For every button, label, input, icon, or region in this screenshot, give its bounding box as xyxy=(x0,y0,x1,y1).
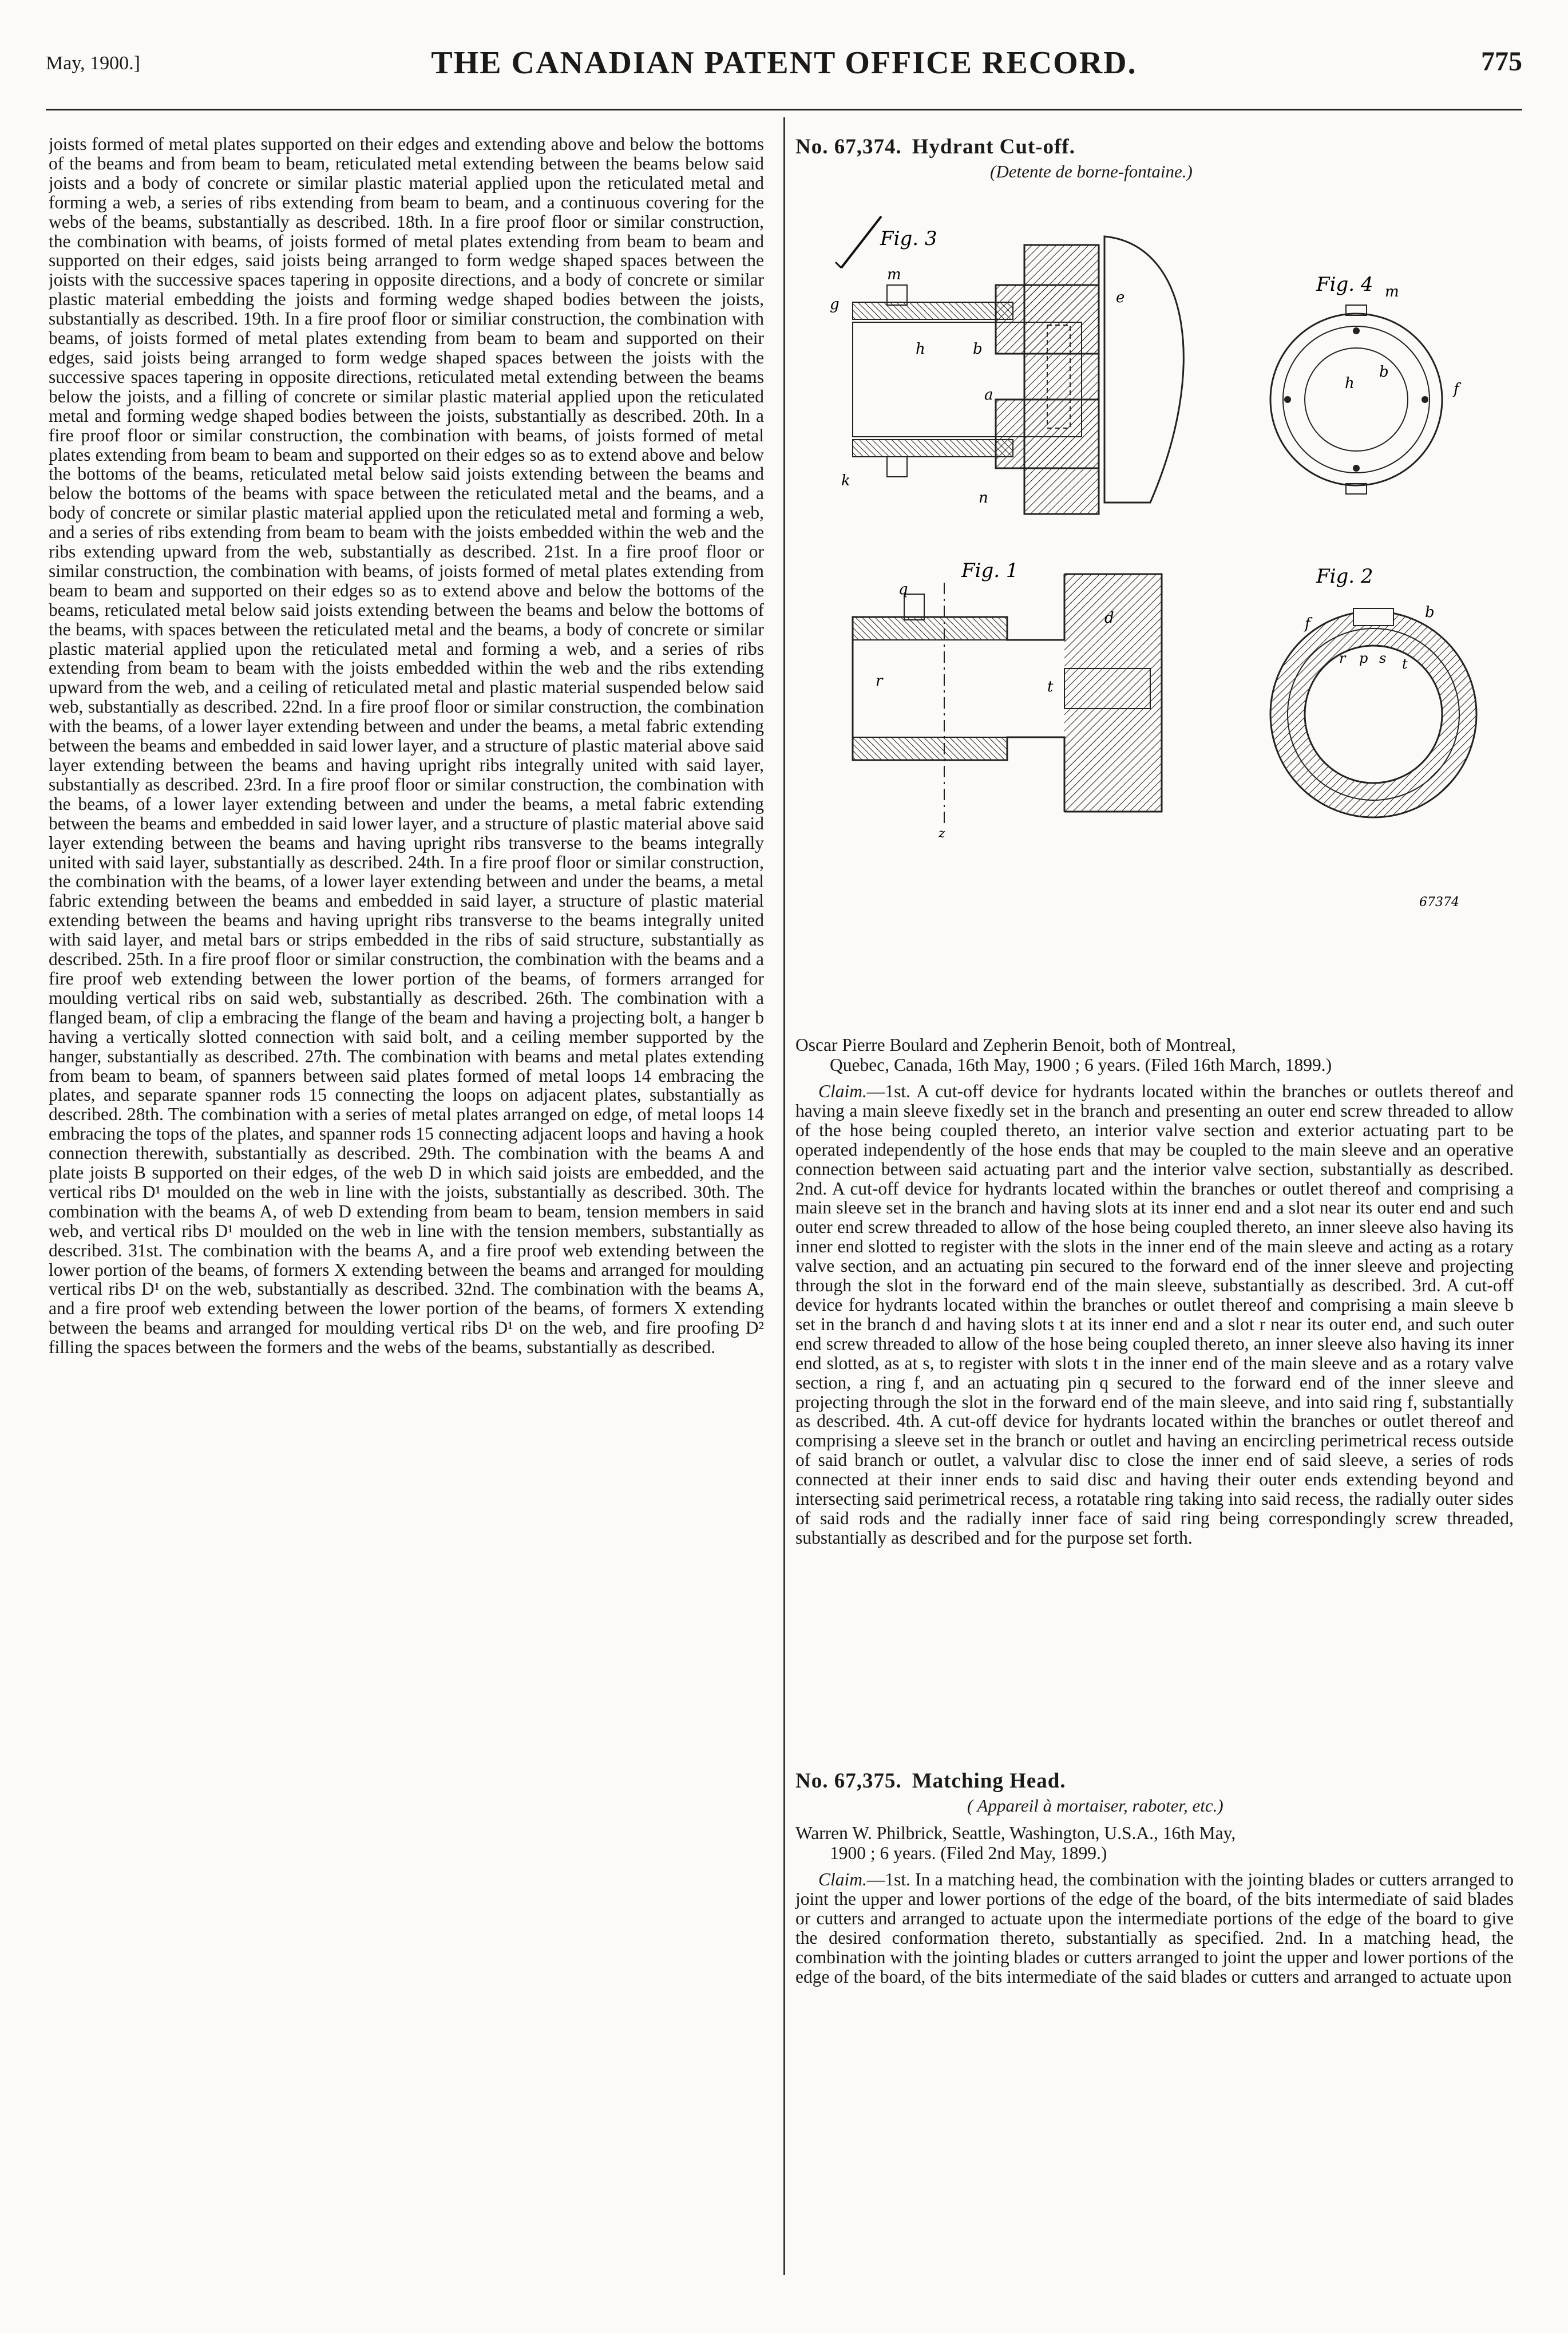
inventor-continuation: 1900 ; 6 years. (Filed 2nd May, 1899.) xyxy=(830,1843,1107,1863)
patent-drawings xyxy=(795,182,1514,1035)
fig3-h: h xyxy=(916,341,925,358)
fig3-e: e xyxy=(1116,289,1125,306)
fig2-f: f xyxy=(1305,615,1310,632)
claims-text: —1st. A cut-off device for hydrants located within the branches or outlets thereof and having a main sleeve fixedly set in the branch and presenting an outer end screw threaded to allow of the hose being coupled thereto, an interior valve section and exterior actuating part to be operated independently of the hose ends that may be coupled to the main sleeve and an operative connection between said actuating part and the interior valve section, substantially as described. 2nd. A cut-off device for hydrants located within the branches or outlet thereof and comprising a main sleeve set in the branch and having slots at its inner end and a slot near its outer end and such outer end screw threaded to allow of the hose being coupled thereto, an inner sleeve also having its inner end slotted to register with the slots in the inner end of the main sleeve and acting as a rotary valve section, and an actuating pin secured to the forward end of the inner sleeve and projecting through the slot in the forward end of the main sleeve, substantially as described. 3rd. A cut-off device for hydrants located within the branches or outlet thereof and comprising a main sleeve b set in the branch d and having slots t at its inner end and a slot r near its outer end, and such outer end screw threaded to allow of the hose being coupled thereto, an inner sleeve also having its inner end slotted, as at s, to register with slots t in the inner end of the main sleeve and as a rotary valve section, a ring f, and an actuating pin q secured to the forward end of the inner sleeve and projecting through the slot in the forward end of the main sleeve, and into said ring f, substantially as described. 4th. A cut-off device for hydrants located within the branches or outlet thereof and comprising a sleeve set in the branch or outlet and having an encircling perimetrical recess outside of said branch or outlet, a valvular disc to close the inner end of said sleeve, a series of rods connected at their inner ends to said disc and having their outer ends extending beyond and intersecting said perimetrical recess, a rotatable ring taking into said recess, the radially outer sides of said rods and the radially inner face of said ring being correspondingly screw threaded, substantially as described and for the purpose set forth. xyxy=(795,1081,1514,1548)
patent-number: No. 67,374. xyxy=(795,135,902,159)
hydrant-drawing-svg xyxy=(795,182,1514,1029)
fig1-q: q xyxy=(898,581,908,598)
fig3-k: k xyxy=(841,472,850,489)
page-header xyxy=(46,40,1522,86)
column-divider xyxy=(783,117,785,2275)
fig4-h: h xyxy=(1345,375,1355,392)
patent-french-title: ( Appareil à mortaiser, raboter, etc.) xyxy=(967,1796,1223,1816)
patent-title: Hydrant Cut-off. xyxy=(912,135,1075,159)
issue-date: May, 1900.] xyxy=(46,53,140,74)
left-column xyxy=(49,135,764,2275)
patent-67375 xyxy=(795,1769,1514,1986)
page-number: 775 xyxy=(1481,46,1522,77)
claim-label: Claim. xyxy=(818,1081,867,1101)
figure-4 xyxy=(1270,273,1462,494)
fig1-t: t xyxy=(1047,678,1054,695)
patent-67374 xyxy=(795,135,1514,1548)
patent-heading xyxy=(795,135,1514,159)
inventor-continuation: Quebec, Canada, 16th May, 1900 ; 6 years. (Filed 16th March, 1899.) xyxy=(830,1055,1332,1075)
drawing-signature: 67374 xyxy=(1419,895,1459,910)
fig1-z: z xyxy=(939,827,945,841)
patent-title: Matching Head. xyxy=(912,1769,1066,1793)
figure-3 xyxy=(830,227,1183,514)
fig2-label: Fig. 2 xyxy=(1316,565,1373,588)
claims-text: —1st. In a matching head, the combination with the jointing blades or cutters arranged to joint the upper and lower portions of the edge of the board, of the bits intermediate of said blades or cutters and arranged to actuate upon the intermediate portions of the edge of the board to give the desired conformation thereto, substantially as specified. 2nd. In a matching head, the combination with the jointing blades or cutters arranged to joint the upper and lower portions of the edge of the board, of the bits intermediate of the said blades or cutters and arranged to actuate upon xyxy=(795,1869,1514,1987)
fig1-label: Fig. 1 xyxy=(961,559,1019,582)
fig2-t: t xyxy=(1402,656,1408,672)
fig4-label: Fig. 4 xyxy=(1316,273,1373,296)
patent-2-inventors xyxy=(795,1823,1514,1863)
fig3-b: b xyxy=(973,341,983,358)
patent-french-title: (Detente de borne-fontaine.) xyxy=(990,161,1193,181)
patent-heading xyxy=(795,1769,1514,1793)
inventor-line: Warren W. Philbrick, Seattle, Washington, U.S.A., 16th May, xyxy=(795,1823,1236,1843)
claim-label: Claim. xyxy=(818,1869,867,1889)
patent-2-claims xyxy=(795,1870,1514,1986)
fig4-f: f xyxy=(1454,381,1459,398)
fig4-b: b xyxy=(1379,363,1389,381)
fig3-n: n xyxy=(979,489,988,507)
patent-number: No. 67,375. xyxy=(795,1769,902,1793)
fig4-m: m xyxy=(1385,283,1399,300)
fig3-a: a xyxy=(984,386,993,404)
journal-title: THE CANADIAN PATENT OFFICE RECORD. xyxy=(431,45,1137,81)
fig2-p: p xyxy=(1359,650,1368,666)
fig2-b: b xyxy=(1425,604,1435,621)
inventor-line: Oscar Pierre Boulard and Zepherin Benoit, both of Montreal, xyxy=(795,1035,1236,1055)
figure-2 xyxy=(1270,565,1476,910)
header-rule xyxy=(46,109,1522,110)
fig1-d: d xyxy=(1104,610,1114,627)
fig2-r: r xyxy=(1339,650,1346,666)
fig1-r: r xyxy=(876,673,883,690)
patent-1-inventors xyxy=(795,1035,1514,1075)
patent-1-claims xyxy=(795,1082,1514,1548)
fig3-m: m xyxy=(887,266,901,283)
fig2-s: s xyxy=(1379,650,1387,666)
fig3-label: Fig. 3 xyxy=(880,227,937,250)
continued-claims-text: joists formed of metal plates supported on their edges and extending above and below the bottoms of the beams and from beam to beam, reticulated metal extending between the beams below said joists and a body of concrete or similar plastic material applied upon the reticulated metal and forming a web, a series of ribs extending from beam to beam, and a continuous covering for the webs of the beams, substantially as described. 18th. In a fire proof floor or similar construction, the combination with beams, of joists formed of metal plates extending from beam to beam and supported on their edges, said joists being arranged to form wedge shaped spaces between the joists with the successive spaces tapering in opposite directions, and a body of concrete or similar plastic material embedding the joists and forming wedge shaped bodies between the joists, substantially as described. 19th. In a fire proof floor or similiar construction, the combination with beams, of joists formed of metal plates extending from beam to beam and supported on their edges, said joists being arranged to form wedge shaped spaces between the joists with the successive spaces tapering in opposite directions, reticulated metal extending between the beams below the joists, and a filling of concrete or similar plastic material applied upon the reticulated metal and forming wedge shaped bodies between the joists, substantially as described. 20th. In a fire proof floor or similar construction, the combination with beams, of joists formed of metal plates extending from beam to beam and supported on their edges so as to extend above and below the bottoms of the beams, reticulated metal below said joists extending between the beams and below the bottoms of the beams with space between the reticulated metal and the beams, and a body of concrete or similar plastic material applied upon the reticulated metal and forming a web, and a series of ribs extending from beam to beam with the joists embedded within the web and the ribs extending upward from the web, substantially as described. 21st. In a fire proof floor or similar construction, the combination with beams, of joists formed of metal plates extending from beam to beam and supported on their edges so as to extend above and below the bottoms of the beams, reticulated metal below said joists extending between the beams and below the bottoms of the beams, with spaces between the reticulated metal and the beams, a body of concrete or similar plastic material applied upon the reticulated metal and forming a web, and a series of ribs extending from beam to beam with the joists embedded within the web and the ribs extending upward from the web, and a ceiling of reticulated metal and plastic material suspended below said web, substantially as described. 22nd. In a fire proof floor or similar construction, the combination with the beams, of a lower layer extending between and under the beams, a metal fabric extending between the beams and embedded in said lower layer, and a structure of plastic material above said layer extending between the beams and having upright ribs integrally united with said layer, substantially as described. 23rd. In a fire proof floor or similar construction, the combination with the beams, of a lower layer extending between and under the beams, a metal fabric extending between the beams and embedded in said lower layer, and a structure of plastic material above said layer extending between the beams and having upright ribs transverse to the beams integrally united with said layer, substantially as described. 24th. In a fire proof floor or similar construction, the combination with the beams, of a lower layer extending between and under the beams, a metal fabric extending between the beams and embedded in said layer, a structure of plastic material extending between the beams and having upright ribs transverse to the beams integrally united with said layer, and metal bars or strips embedded in the ribs of said structure, substantially as described. 25th. In a fire proof floor or similar construction, the combination with the beams and a fire proof web extending between the lower portion of the beams, of formers arranged for moulding vertical ribs on said web, substantially as described. 26th. The combination with a flanged beam, of clip a embracing the flange of the beam and having a projecting bolt, a hanger b having a vertically slotted connection with said bolt, and a ceiling member supported by the hanger, substantially as described. 27th. The combination with beams and metal plates extending from beam to beam, of spanners between said plates formed of metal loops 14 embracing the plates, and separate spanner rods 15 connecting the loops on adjacent plates, substantially as described. 28th. The combination with a series of metal plates arranged on edge, of metal loops 14 embracing the tops of the plates, and spanner rods 15 connecting adjacent loops and having a hook connection therewith, substantially as described. 29th. The combination with the beams A and plate joists B supported on their edges, of the web D in which said joists are embedded, and the vertical ribs D¹ moulded on the web in line with the joists, substantially as described. 30th. The combination with the beams A, of web D extending from beam to beam, tension members in said web, and vertical ribs D¹ moulded on the web in line with the tension members, substantially as described. 31st. The combination with the beams A, and a fire proof web extending between the lower portion of the beams, of formers X extending between the beams and arranged for moulding vertical ribs D¹ on the web, substantially as described. 32nd. The combination with the beams A, and a fire proof web extending between the lower portion of the beams, of formers X extending between the beams and arranged for moulding vertical ribs D¹ on the web, and fire proofing D² filling the spaces between the formers and the webs of the beams, substantially as described. xyxy=(49,135,764,1358)
figure-1 xyxy=(853,559,1162,841)
fig3-g: g xyxy=(830,296,840,313)
